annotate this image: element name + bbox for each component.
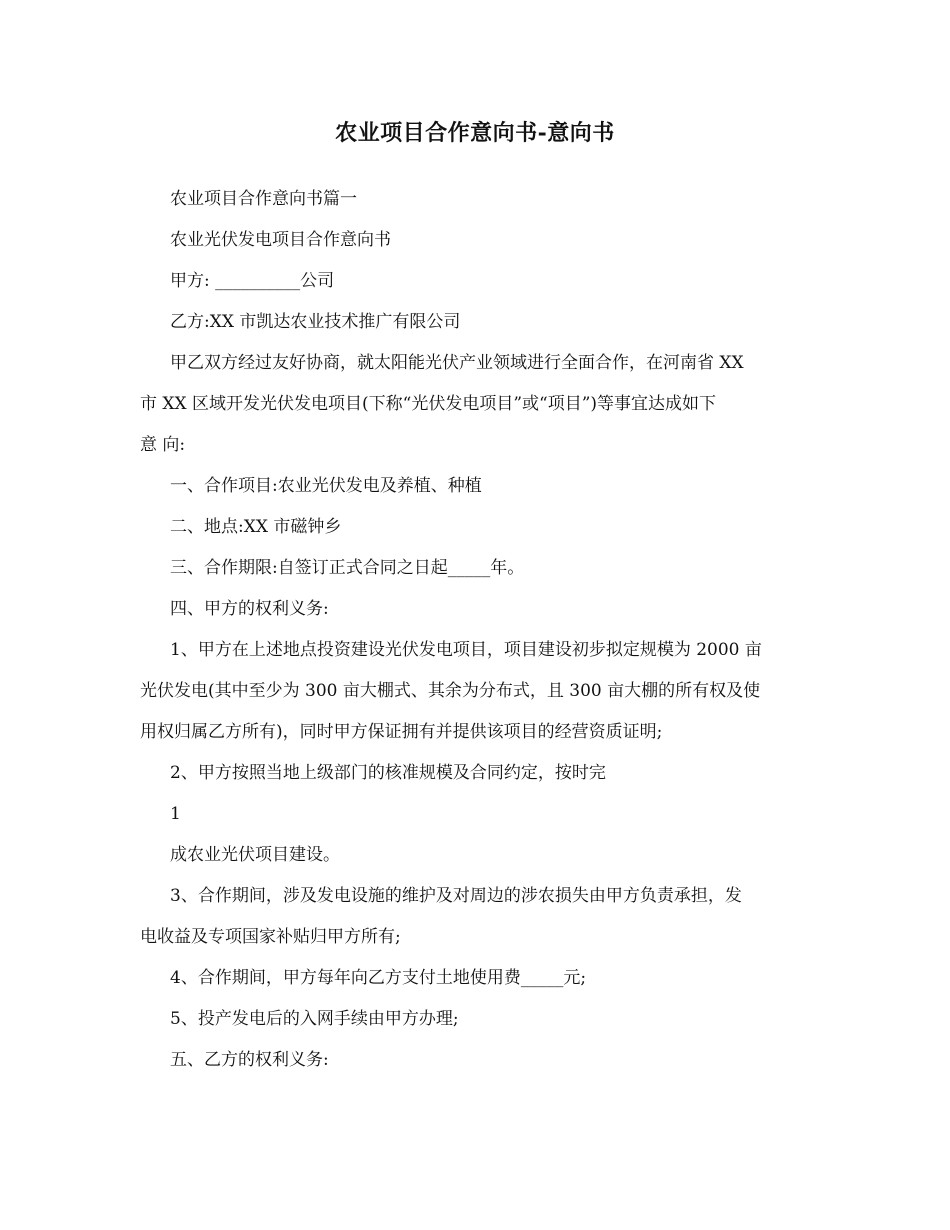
clause-line: 3、合作期间，涉及发电设施的维护及对周边的涉农损失由甲方负责承担，发 <box>170 886 742 906</box>
paragraph-line: 市 XX 区域开发光伏发电项目(下称“光伏发电项目”或“项目”)等事宜达成如下 <box>140 394 717 414</box>
paragraph-line: 意 向: <box>140 435 186 455</box>
party-b: 乙方:XX 市凯达农业技术推广有限公司 <box>170 312 461 332</box>
clause-line: 1、甲方在上述地点投资建设光伏发电项目，项目建设初步拟定规模为 2000 亩 <box>170 640 762 660</box>
clause-line: 4、合作期间，甲方每年向乙方支付土地使用费_____元; <box>170 968 587 988</box>
clause-line: 用权归属乙方所有)，同时甲方保证拥有并提供该项目的经营资质证明; <box>140 722 663 742</box>
clause-heading: 五、乙方的权利义务: <box>170 1050 329 1070</box>
clause-line: 5、投产发电后的入网手续由甲方办理; <box>170 1009 459 1029</box>
clause-line: 一、合作项目:农业光伏发电及养植、种植 <box>170 476 482 496</box>
clause-line: 三、合作期限:自签订正式合同之日起_____年。 <box>170 558 525 578</box>
clause-line: 二、地点:XX 市磁钟乡 <box>170 517 342 537</box>
section-heading: 农业项目合作意向书篇一 <box>170 189 357 209</box>
clause-line: 电收益及专项国家补贴归甲方所有; <box>140 927 401 947</box>
clause-line: 2、甲方按照当地上级部门的核准规模及合同约定，按时完 <box>170 763 606 783</box>
subtitle: 农业光伏发电项目合作意向书 <box>170 230 391 250</box>
page-number: 1 <box>170 804 181 824</box>
clause-line: 成农业光伏项目建设。 <box>170 845 340 865</box>
document-title: 农业项目合作意向书-意向书 <box>335 120 615 146</box>
clause-heading: 四、甲方的权利义务: <box>170 599 329 619</box>
paragraph-line: 甲乙双方经过友好协商，就太阳能光伏产业领域进行全面合作，在河南省 XX <box>170 353 744 373</box>
party-a: 甲方: __________公司 <box>170 271 335 291</box>
clause-line: 光伏发电(其中至少为 300 亩大棚式、其余为分布式，且 300 亩大棚的所有权及使 <box>140 681 761 701</box>
